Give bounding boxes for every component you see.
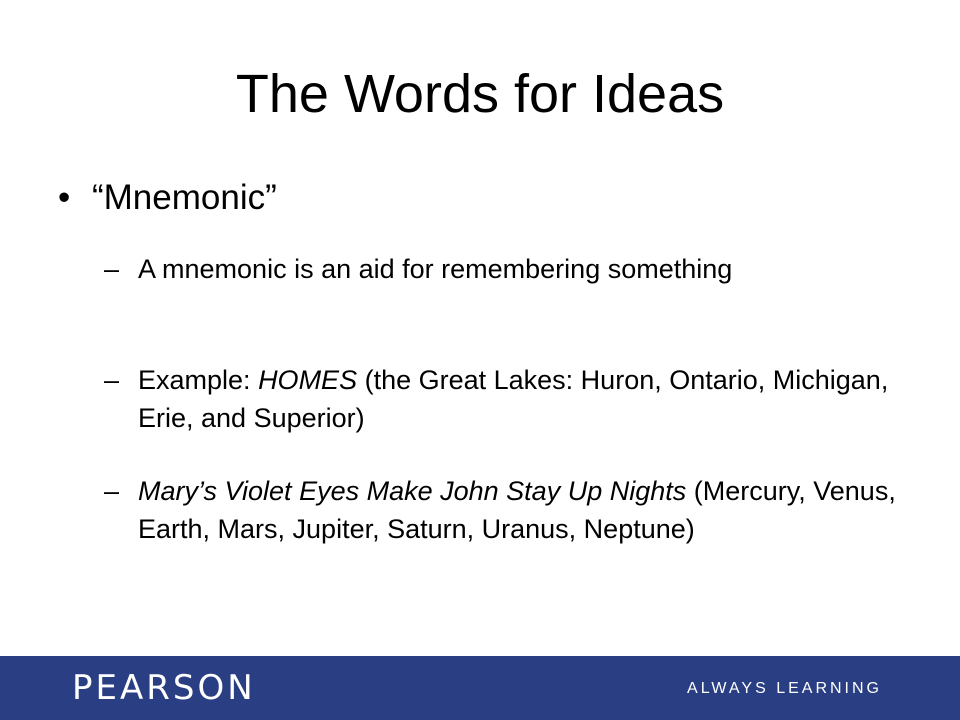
footer-bar xyxy=(0,656,960,720)
sub-item-example-planets xyxy=(104,472,924,548)
example-suffix: (the Great Lakes: Huron, Ontario, Michigan, Erie, and Superior) xyxy=(138,365,889,433)
sub-item-text: A mnemonic is an aid for remembering something xyxy=(138,254,733,284)
footer-tagline: ALWAYS LEARNING xyxy=(687,680,882,697)
planets-suffix: (Mercury, Venus, Earth, Mars, Jupiter, Saturn, Uranus, Neptune) xyxy=(138,476,896,544)
sub-item-text xyxy=(138,361,924,437)
example-prefix: Example: xyxy=(138,365,259,395)
bullet-text: “Mnemonic” xyxy=(92,178,277,217)
sub-item-definition xyxy=(104,250,924,288)
pearson-logo: PEARSON xyxy=(72,668,256,708)
dash-marker: – xyxy=(104,476,120,506)
dash-marker: – xyxy=(104,365,120,395)
sub-item-text xyxy=(138,472,924,548)
bullet-marker: • xyxy=(58,178,71,217)
dash-marker: – xyxy=(104,254,120,284)
bullet-item xyxy=(58,178,277,218)
planets-mnemonic: Mary’s Violet Eyes Make John Stay Up Nights xyxy=(138,476,687,506)
sub-item-example-homes xyxy=(104,361,924,437)
example-mnemonic: HOMES xyxy=(258,365,358,395)
slide-title: The Words for Ideas xyxy=(235,64,725,124)
